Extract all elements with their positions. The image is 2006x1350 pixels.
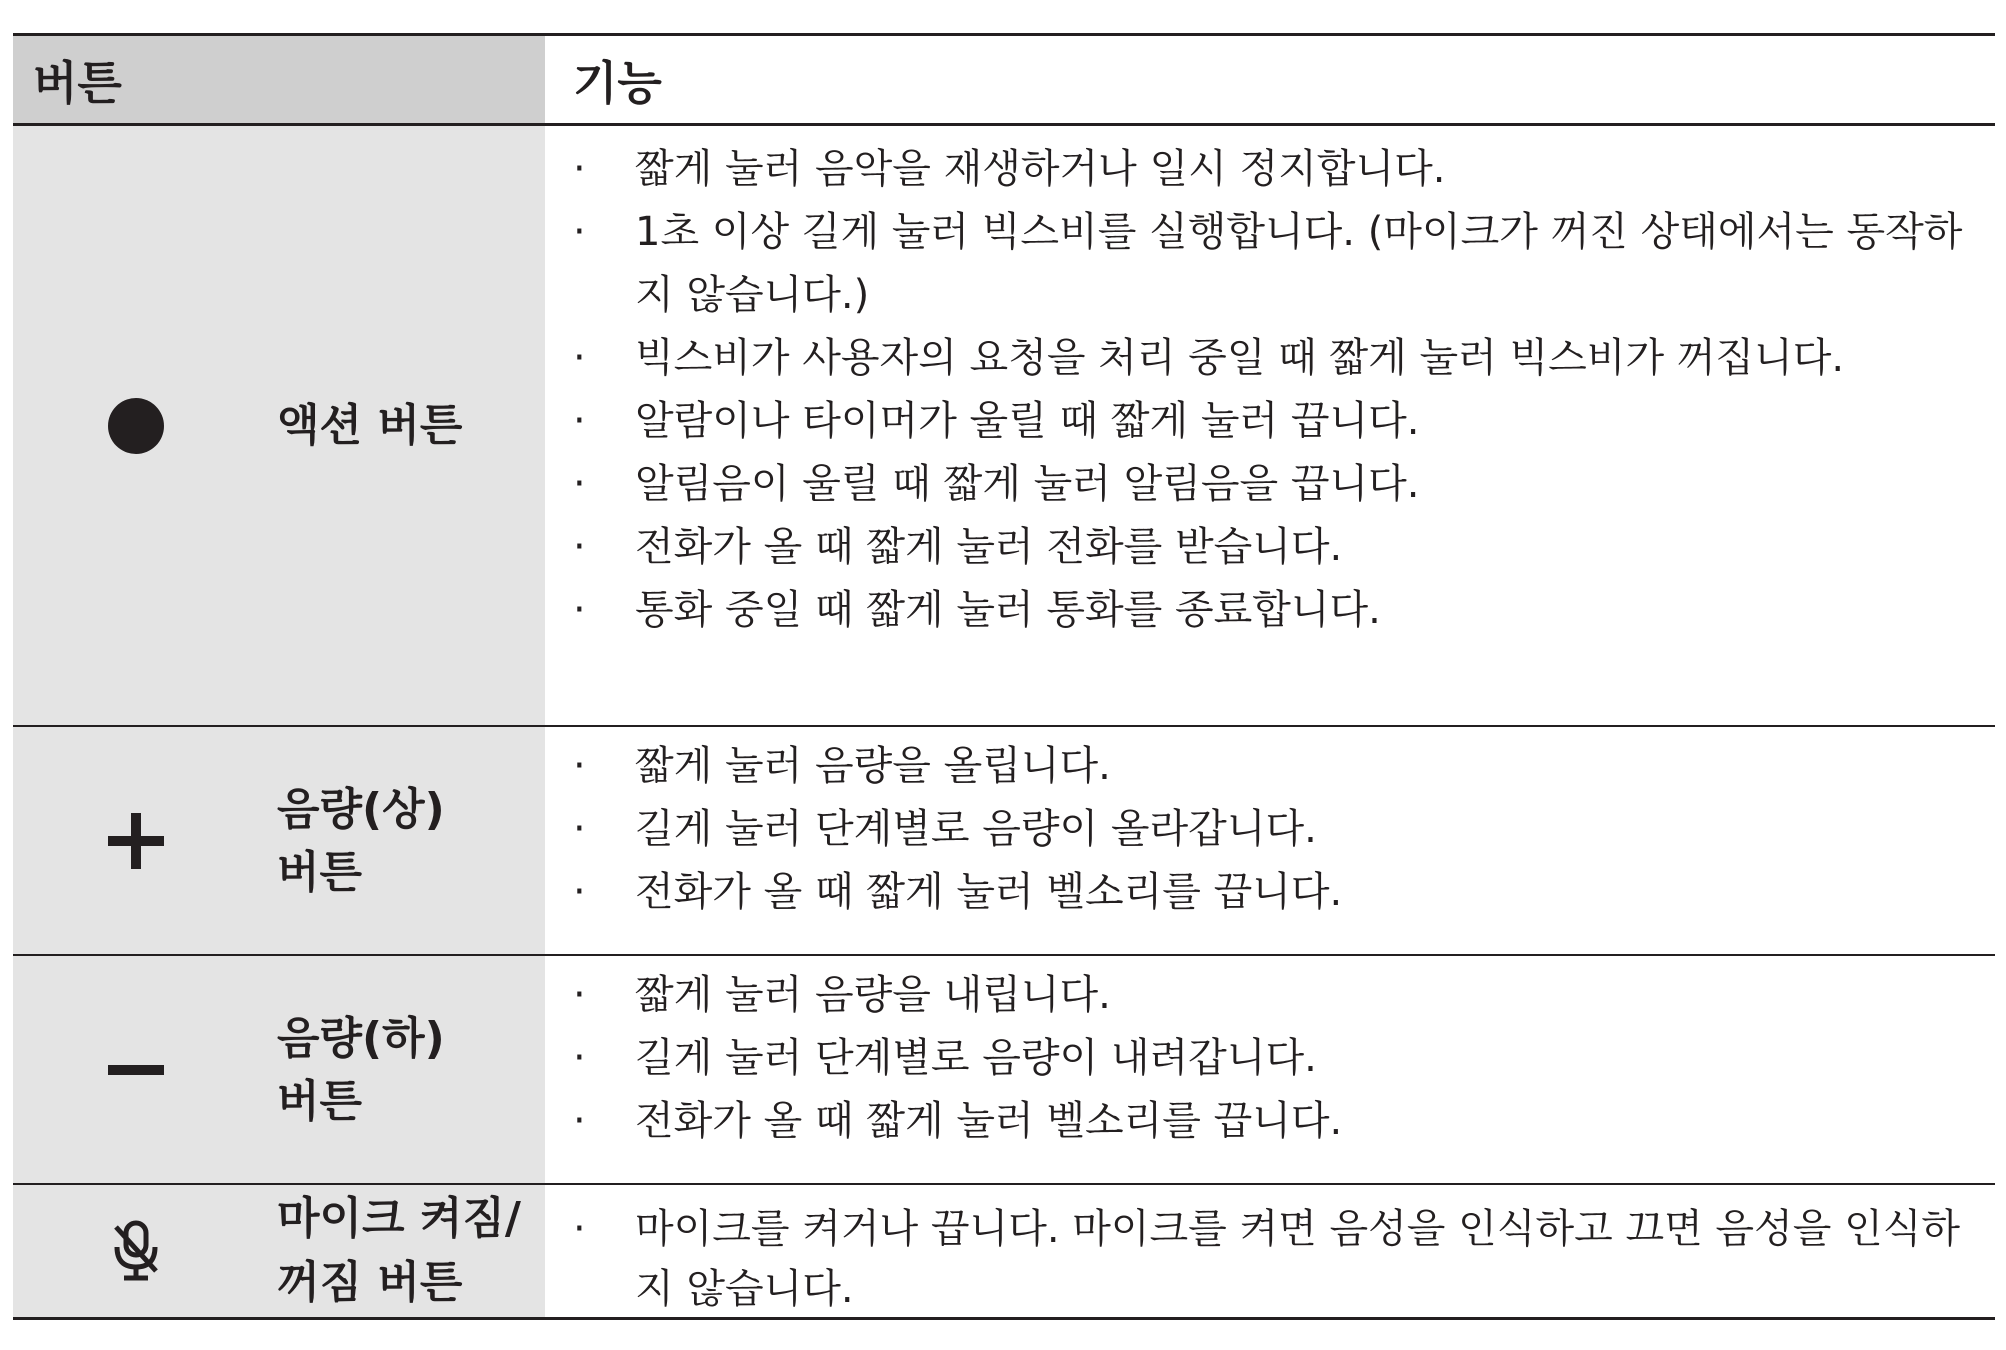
icon-cell — [13, 1185, 259, 1317]
bullet-dot: · — [573, 524, 586, 570]
list-item: · 짧게 눌러 음악을 재생하거나 일시 정지합니다. — [573, 138, 1975, 201]
bullet-dot: · — [573, 806, 586, 852]
list-item: · 전화가 올 때 짧게 눌러 벨소리를 끕니다. — [573, 1090, 1975, 1153]
bullet-dot: · — [573, 398, 586, 444]
button-name: 음량(상) 버튼 — [259, 727, 545, 954]
icon-cell — [13, 126, 259, 725]
bullet-dot: · — [573, 587, 586, 633]
bullet-dot: · — [573, 972, 586, 1018]
button-function-table — [13, 33, 1995, 1320]
bullet-dot: · — [573, 869, 586, 915]
bullet-dot: · — [573, 209, 586, 255]
list-item: · 알림음이 울릴 때 짧게 눌러 알림음을 끕니다. — [573, 453, 1975, 516]
button-name: 액션 버튼 — [259, 126, 545, 725]
list-item: · 길게 눌러 단계별로 음량이 내려갑니다. — [573, 1027, 1975, 1090]
filled-circle-icon — [106, 396, 166, 456]
list-item: · 알람이나 타이머가 울릴 때 짧게 눌러 끕니다. — [573, 390, 1975, 453]
header-button-column: 버튼 — [13, 36, 545, 123]
list-item: · 빅스비가 사용자의 요청을 처리 중일 때 짧게 눌러 빅스비가 꺼집니다. — [573, 327, 1975, 390]
minus-icon — [106, 1060, 166, 1080]
list-item: · 전화가 올 때 짧게 눌러 전화를 받습니다. — [573, 516, 1975, 579]
button-name: 마이크 켜짐/ 꺼짐 버튼 — [259, 1185, 545, 1317]
list-item: · 전화가 올 때 짧게 눌러 벨소리를 끕니다. — [573, 861, 1975, 924]
function-cell — [545, 956, 1995, 1183]
header-function-column: 기능 — [545, 36, 1995, 123]
icon-cell — [13, 956, 259, 1183]
table-row-volume-up — [13, 725, 1995, 954]
button-name: 음량(하) 버튼 — [259, 956, 545, 1183]
list-item: · 통화 중일 때 짧게 눌러 통화를 종료합니다. — [573, 579, 1975, 642]
bullet-dot: · — [573, 1098, 586, 1144]
plus-icon — [106, 811, 166, 871]
table-row-volume-down — [13, 954, 1995, 1183]
bullet-dot: · — [573, 335, 586, 381]
list-item: · 1초 이상 길게 눌러 빅스비를 실행합니다. (마이크가 꺼진 상태에서는 동작하지 않습니다.) — [573, 201, 1975, 327]
table-row-action-button — [13, 126, 1995, 725]
list-item: · 짧게 눌러 음량을 내립니다. — [573, 964, 1975, 1027]
table-header — [13, 36, 1995, 126]
list-item: · 마이크를 켜거나 끕니다. 마이크를 켜면 음성을 인식하고 끄면 음성을 인식하지 않습니다. — [573, 1199, 1975, 1319]
mic-off-icon — [108, 1219, 164, 1283]
bullet-dot: · — [573, 146, 586, 192]
icon-cell — [13, 727, 259, 954]
table-row-mic-toggle — [13, 1183, 1995, 1317]
bullet-dot: · — [573, 1035, 586, 1081]
function-cell — [545, 1185, 1995, 1317]
function-cell — [545, 727, 1995, 954]
bullet-dot: · — [573, 1206, 586, 1252]
bullet-dot: · — [573, 461, 586, 507]
list-item: · 짧게 눌러 음량을 올립니다. — [573, 735, 1975, 798]
list-item: · 길게 눌러 단계별로 음량이 올라갑니다. — [573, 798, 1975, 861]
function-cell — [545, 126, 1995, 725]
bullet-dot: · — [573, 743, 586, 789]
